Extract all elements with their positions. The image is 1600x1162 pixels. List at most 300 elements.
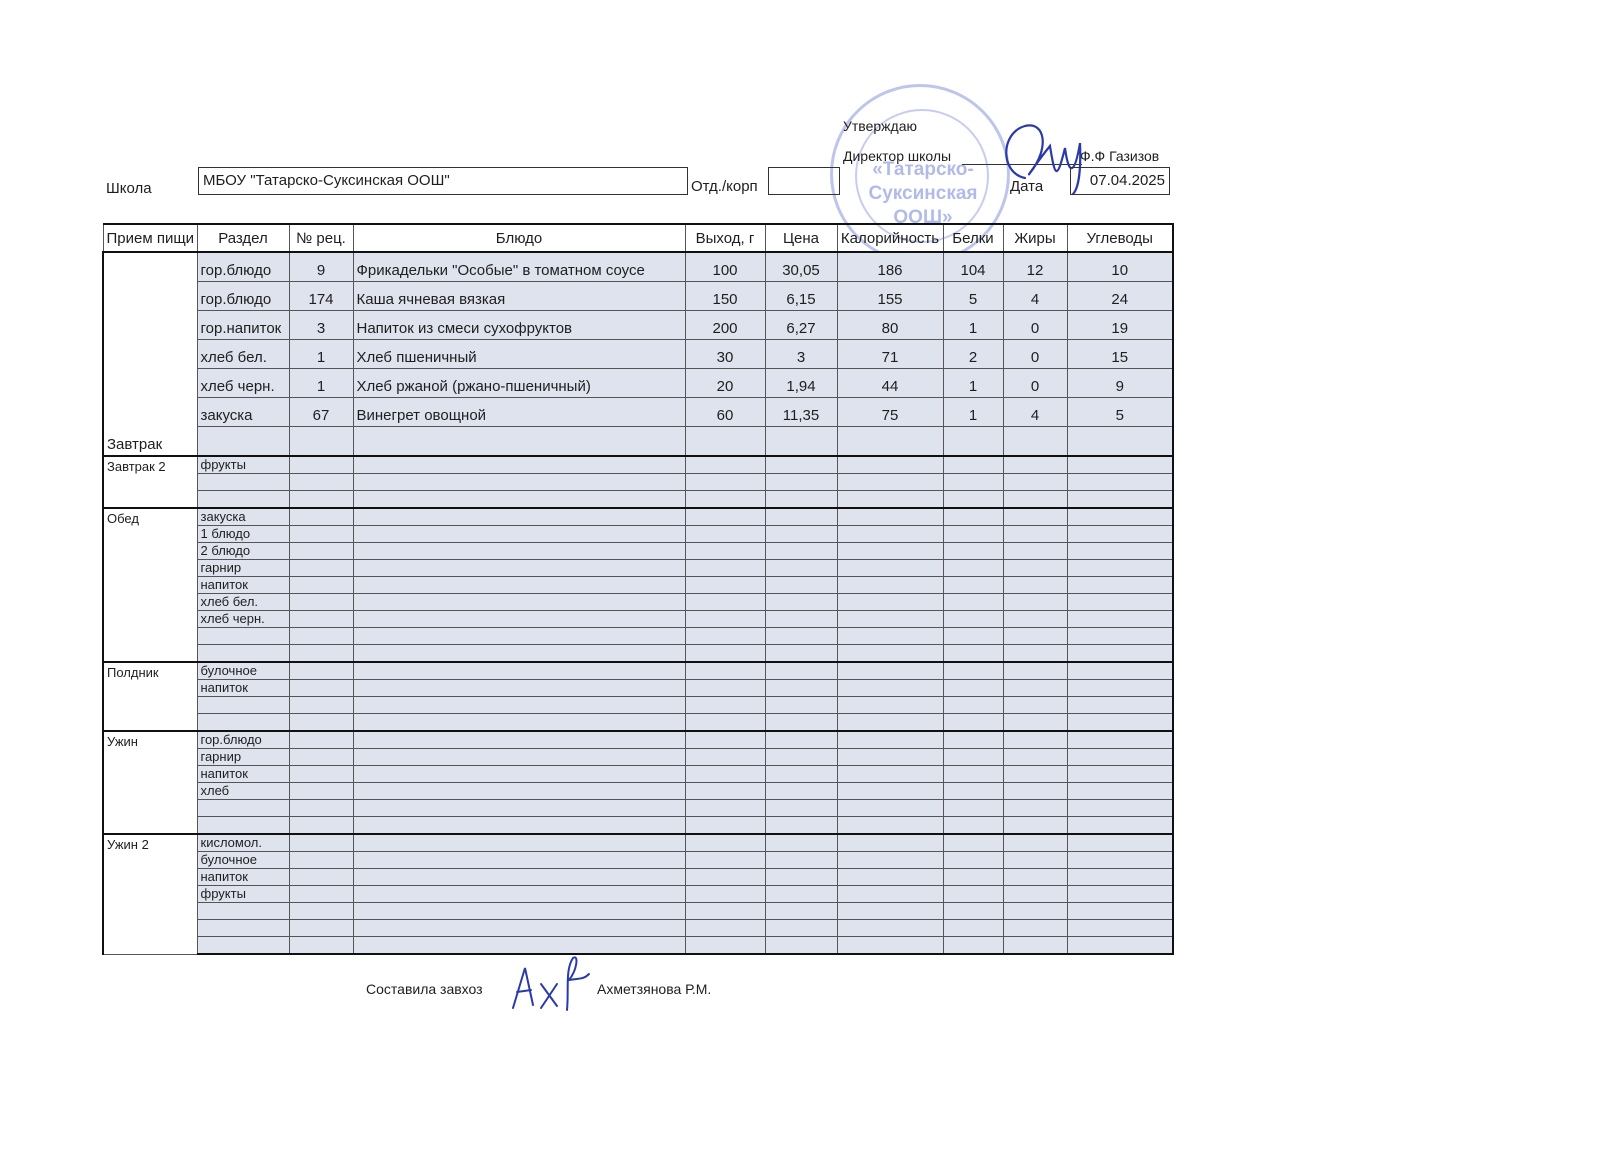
- cell-price: [765, 560, 837, 577]
- cell-protein: 2: [943, 340, 1003, 369]
- cell-recipe: [289, 817, 353, 835]
- cell-carbs: [1067, 577, 1173, 594]
- cell-carbs: [1067, 920, 1173, 937]
- cell-yield: [685, 474, 765, 491]
- cell-fat: [1003, 766, 1067, 783]
- compiler-signature: [505, 950, 595, 1030]
- cell-section: 2 блюдо: [197, 543, 289, 560]
- cell-section: гор.блюдо: [197, 252, 289, 282]
- cell-price: [765, 662, 837, 680]
- director-name: Ф.Ф Газизов: [1080, 148, 1160, 164]
- table-row: [103, 543, 1173, 560]
- cell-carbs: [1067, 852, 1173, 869]
- cell-protein: [943, 526, 1003, 543]
- cell-yield: [685, 731, 765, 749]
- cell-recipe: 1: [289, 369, 353, 398]
- cell-price: [765, 886, 837, 903]
- table-row: [103, 783, 1173, 800]
- table-row: [103, 491, 1173, 509]
- cell-carbs: [1067, 680, 1173, 697]
- cell-protein: [943, 903, 1003, 920]
- cell-section: гор.блюдо: [197, 282, 289, 311]
- cell-kcal: [837, 577, 943, 594]
- cell-recipe: [289, 594, 353, 611]
- cell-fat: [1003, 714, 1067, 732]
- cell-fat: [1003, 594, 1067, 611]
- cell-price: [765, 714, 837, 732]
- cell-yield: [685, 543, 765, 560]
- cell-fat: [1003, 628, 1067, 645]
- col-header-yield: Выход, г: [685, 224, 765, 252]
- cell-section: [197, 491, 289, 509]
- cell-recipe: [289, 920, 353, 937]
- stamp-line-2: Суксинская: [868, 183, 978, 204]
- cell-kcal: [837, 714, 943, 732]
- cell-carbs: [1067, 886, 1173, 903]
- table-row: [103, 714, 1173, 732]
- cell-carbs: [1067, 628, 1173, 645]
- table-row: [103, 817, 1173, 835]
- cell-fat: [1003, 869, 1067, 886]
- cell-section: гарнир: [197, 749, 289, 766]
- cell-fat: [1003, 427, 1067, 457]
- table-row: [103, 731, 1173, 749]
- cell-section: [197, 645, 289, 663]
- cell-carbs: [1067, 456, 1173, 474]
- cell-dish: [353, 714, 685, 732]
- cell-carbs: [1067, 903, 1173, 920]
- cell-carbs: [1067, 645, 1173, 663]
- cell-kcal: [837, 869, 943, 886]
- cell-recipe: [289, 577, 353, 594]
- cell-price: 6,15: [765, 282, 837, 311]
- cell-protein: [943, 491, 1003, 509]
- cell-carbs: [1067, 937, 1173, 955]
- cell-yield: [685, 869, 765, 886]
- cell-recipe: [289, 611, 353, 628]
- cell-fat: [1003, 508, 1067, 526]
- table-row: [103, 282, 1173, 311]
- cell-recipe: [289, 628, 353, 645]
- cell-protein: 1: [943, 311, 1003, 340]
- cell-price: [765, 766, 837, 783]
- cell-yield: [685, 714, 765, 732]
- director-label: Директор школы: [843, 148, 952, 164]
- cell-dish: [353, 800, 685, 817]
- cell-recipe: [289, 937, 353, 955]
- table-row: [103, 526, 1173, 543]
- table-header-row: [103, 224, 1173, 252]
- cell-recipe: 9: [289, 252, 353, 282]
- cell-kcal: 155: [837, 282, 943, 311]
- cell-dish: [353, 731, 685, 749]
- cell-kcal: [837, 628, 943, 645]
- table-row: [103, 456, 1173, 474]
- cell-recipe: [289, 508, 353, 526]
- cell-protein: [943, 714, 1003, 732]
- cell-protein: [943, 749, 1003, 766]
- cell-kcal: 71: [837, 340, 943, 369]
- cell-price: [765, 427, 837, 457]
- cell-kcal: [837, 903, 943, 920]
- table-row: [103, 749, 1173, 766]
- table-row: [103, 611, 1173, 628]
- cell-fat: [1003, 662, 1067, 680]
- cell-carbs: [1067, 611, 1173, 628]
- cell-dish: [353, 680, 685, 697]
- cell-dish: [353, 427, 685, 457]
- cell-section: закуска: [197, 398, 289, 427]
- cell-dish: [353, 594, 685, 611]
- cell-carbs: 15: [1067, 340, 1173, 369]
- cell-protein: [943, 869, 1003, 886]
- cell-fat: [1003, 903, 1067, 920]
- cell-fat: [1003, 852, 1067, 869]
- col-header-recipe: № рец.: [289, 224, 353, 252]
- cell-recipe: [289, 766, 353, 783]
- cell-carbs: [1067, 508, 1173, 526]
- cell-dish: Каша ячневая вязкая: [353, 282, 685, 311]
- compiled-label: Составила завхоз: [366, 981, 483, 997]
- cell-price: [765, 920, 837, 937]
- cell-price: [765, 817, 837, 835]
- cell-section: хлеб: [197, 783, 289, 800]
- cell-section: гор.блюдо: [197, 731, 289, 749]
- cell-carbs: [1067, 834, 1173, 852]
- cell-protein: [943, 783, 1003, 800]
- cell-dish: Хлеб пшеничный: [353, 340, 685, 369]
- cell-section: [197, 714, 289, 732]
- cell-kcal: [837, 508, 943, 526]
- cell-kcal: [837, 852, 943, 869]
- col-header-meal: Прием пищи: [103, 224, 197, 252]
- menu-table: [102, 223, 1172, 955]
- cell-section: [197, 903, 289, 920]
- cell-recipe: [289, 783, 353, 800]
- cell-recipe: [289, 543, 353, 560]
- cell-protein: [943, 662, 1003, 680]
- school-name-field: МБОУ "Татарско-Суксинская ООШ": [198, 167, 688, 195]
- cell-section: кисломол.: [197, 834, 289, 852]
- cell-yield: [685, 800, 765, 817]
- cell-dish: [353, 474, 685, 491]
- cell-kcal: [837, 526, 943, 543]
- cell-section: гарнир: [197, 560, 289, 577]
- cell-carbs: [1067, 594, 1173, 611]
- cell-recipe: [289, 491, 353, 509]
- cell-section: хлеб бел.: [197, 594, 289, 611]
- cell-carbs: [1067, 714, 1173, 732]
- cell-kcal: [837, 766, 943, 783]
- stamp-line-1: «Татарско-: [872, 159, 974, 180]
- cell-fat: [1003, 937, 1067, 955]
- cell-protein: [943, 427, 1003, 457]
- meal-name-snack: Полдник: [103, 662, 197, 731]
- cell-section: [197, 427, 289, 457]
- cell-protein: [943, 817, 1003, 835]
- cell-section: [197, 800, 289, 817]
- cell-recipe: [289, 662, 353, 680]
- cell-section: [197, 817, 289, 835]
- meal-name-dinner: Ужин: [103, 731, 197, 834]
- cell-section: [197, 920, 289, 937]
- cell-protein: [943, 645, 1003, 663]
- cell-kcal: [837, 611, 943, 628]
- cell-section: фрукты: [197, 886, 289, 903]
- cell-fat: [1003, 920, 1067, 937]
- table-row: [103, 427, 1173, 457]
- cell-protein: 1: [943, 398, 1003, 427]
- stamp-line-3: ООШ»: [893, 207, 953, 228]
- cell-dish: [353, 903, 685, 920]
- cell-dish: [353, 886, 685, 903]
- table-row: [103, 680, 1173, 697]
- cell-protein: [943, 611, 1003, 628]
- cell-dish: [353, 852, 685, 869]
- cell-fat: [1003, 611, 1067, 628]
- cell-protein: [943, 474, 1003, 491]
- cell-kcal: [837, 800, 943, 817]
- cell-fat: [1003, 749, 1067, 766]
- cell-fat: 0: [1003, 369, 1067, 398]
- branch-label: Отд./корп: [691, 178, 758, 195]
- cell-price: [765, 508, 837, 526]
- cell-yield: [685, 697, 765, 714]
- table-row: [103, 594, 1173, 611]
- cell-recipe: [289, 903, 353, 920]
- cell-recipe: [289, 427, 353, 457]
- table-body: [103, 252, 1173, 954]
- table-row: [103, 628, 1173, 645]
- cell-dish: [353, 817, 685, 835]
- table-row: [103, 937, 1173, 955]
- cell-price: [765, 645, 837, 663]
- cell-kcal: [837, 937, 943, 955]
- col-header-dish: Блюдо: [353, 224, 685, 252]
- cell-recipe: 3: [289, 311, 353, 340]
- cell-carbs: 19: [1067, 311, 1173, 340]
- table-row: [103, 645, 1173, 663]
- cell-dish: [353, 645, 685, 663]
- cell-carbs: [1067, 800, 1173, 817]
- table-row: [103, 800, 1173, 817]
- cell-yield: [685, 749, 765, 766]
- cell-carbs: 9: [1067, 369, 1173, 398]
- cell-price: [765, 680, 837, 697]
- table-row: [103, 340, 1173, 369]
- cell-yield: [685, 611, 765, 628]
- cell-kcal: [837, 783, 943, 800]
- cell-protein: [943, 697, 1003, 714]
- cell-fat: [1003, 817, 1067, 835]
- table-row: [103, 852, 1173, 869]
- cell-protein: 5: [943, 282, 1003, 311]
- cell-dish: Винегрет овощной: [353, 398, 685, 427]
- table-row: [103, 920, 1173, 937]
- cell-yield: [685, 577, 765, 594]
- table-row: [103, 474, 1173, 491]
- col-header-price: Цена: [765, 224, 837, 252]
- cell-yield: 100: [685, 252, 765, 282]
- cell-fat: [1003, 491, 1067, 509]
- cell-protein: [943, 766, 1003, 783]
- cell-fat: [1003, 680, 1067, 697]
- cell-price: [765, 526, 837, 543]
- cell-fat: [1003, 560, 1067, 577]
- cell-kcal: [837, 920, 943, 937]
- cell-recipe: [289, 886, 353, 903]
- cell-dish: [353, 560, 685, 577]
- cell-protein: [943, 456, 1003, 474]
- cell-recipe: [289, 697, 353, 714]
- cell-dish: [353, 628, 685, 645]
- cell-section: закуска: [197, 508, 289, 526]
- cell-price: 11,35: [765, 398, 837, 427]
- cell-recipe: [289, 645, 353, 663]
- cell-carbs: 24: [1067, 282, 1173, 311]
- cell-yield: [685, 834, 765, 852]
- cell-yield: [685, 817, 765, 835]
- cell-yield: [685, 783, 765, 800]
- col-header-protein: Белки: [943, 224, 1003, 252]
- col-header-fat: Жиры: [1003, 224, 1067, 252]
- cell-dish: Фрикадельки "Особые" в томатном соусе: [353, 252, 685, 282]
- cell-yield: [685, 491, 765, 509]
- cell-protein: [943, 628, 1003, 645]
- cell-fat: 0: [1003, 311, 1067, 340]
- cell-protein: [943, 834, 1003, 852]
- cell-recipe: [289, 731, 353, 749]
- cell-price: [765, 577, 837, 594]
- table-row: [103, 398, 1173, 427]
- meal-name-breakfast: Завтрак: [103, 252, 197, 456]
- cell-carbs: [1067, 560, 1173, 577]
- cell-yield: [685, 594, 765, 611]
- cell-price: 1,94: [765, 369, 837, 398]
- cell-kcal: [837, 543, 943, 560]
- cell-section: хлеб черн.: [197, 369, 289, 398]
- table-row: [103, 834, 1173, 852]
- cell-fat: [1003, 456, 1067, 474]
- cell-section: напиток: [197, 869, 289, 886]
- cell-dish: [353, 577, 685, 594]
- cell-protein: [943, 577, 1003, 594]
- cell-kcal: 44: [837, 369, 943, 398]
- cell-dish: [353, 766, 685, 783]
- cell-yield: [685, 526, 765, 543]
- cell-carbs: [1067, 543, 1173, 560]
- cell-section: 1 блюдо: [197, 526, 289, 543]
- cell-protein: [943, 937, 1003, 955]
- table-row: [103, 869, 1173, 886]
- cell-price: [765, 491, 837, 509]
- cell-dish: [353, 697, 685, 714]
- cell-price: 3: [765, 340, 837, 369]
- cell-price: [765, 749, 837, 766]
- cell-yield: [685, 560, 765, 577]
- cell-yield: [685, 920, 765, 937]
- cell-yield: 20: [685, 369, 765, 398]
- cell-fat: [1003, 543, 1067, 560]
- cell-protein: [943, 852, 1003, 869]
- cell-section: хлеб бел.: [197, 340, 289, 369]
- cell-carbs: [1067, 662, 1173, 680]
- meal-name-lunch: Обед: [103, 508, 197, 662]
- cell-dish: [353, 920, 685, 937]
- cell-dish: [353, 526, 685, 543]
- cell-kcal: 186: [837, 252, 943, 282]
- cell-recipe: [289, 834, 353, 852]
- cell-recipe: [289, 714, 353, 732]
- cell-protein: 104: [943, 252, 1003, 282]
- cell-recipe: [289, 852, 353, 869]
- cell-carbs: 5: [1067, 398, 1173, 427]
- cell-protein: [943, 543, 1003, 560]
- cell-price: [765, 869, 837, 886]
- cell-kcal: [837, 680, 943, 697]
- cell-recipe: [289, 456, 353, 474]
- approve-label: Утверждаю: [843, 118, 917, 134]
- cell-carbs: [1067, 526, 1173, 543]
- cell-price: [765, 852, 837, 869]
- cell-price: [765, 903, 837, 920]
- cell-price: [765, 611, 837, 628]
- cell-dish: Хлеб ржаной (ржано-пшеничный): [353, 369, 685, 398]
- cell-yield: [685, 427, 765, 457]
- table-row: [103, 311, 1173, 340]
- cell-protein: [943, 886, 1003, 903]
- cell-dish: [353, 543, 685, 560]
- cell-fat: [1003, 697, 1067, 714]
- cell-protein: [943, 594, 1003, 611]
- cell-recipe: [289, 526, 353, 543]
- cell-price: [765, 543, 837, 560]
- cell-carbs: [1067, 869, 1173, 886]
- cell-protein: [943, 920, 1003, 937]
- cell-section: булочное: [197, 662, 289, 680]
- cell-yield: 30: [685, 340, 765, 369]
- cell-recipe: [289, 680, 353, 697]
- date-label: Дата: [1010, 178, 1044, 195]
- cell-protein: [943, 560, 1003, 577]
- cell-carbs: 10: [1067, 252, 1173, 282]
- cell-yield: 150: [685, 282, 765, 311]
- cell-kcal: [837, 817, 943, 835]
- cell-price: [765, 800, 837, 817]
- table-row: [103, 560, 1173, 577]
- cell-price: [765, 731, 837, 749]
- cell-kcal: [837, 697, 943, 714]
- meal-name-dinner2: Ужин 2: [103, 834, 197, 954]
- cell-recipe: 174: [289, 282, 353, 311]
- cell-section: гор.напиток: [197, 311, 289, 340]
- cell-protein: [943, 508, 1003, 526]
- cell-yield: 60: [685, 398, 765, 427]
- cell-protein: [943, 731, 1003, 749]
- school-label: Школа: [106, 180, 152, 197]
- cell-fat: [1003, 800, 1067, 817]
- cell-protein: 1: [943, 369, 1003, 398]
- col-header-carbs: Углеводы: [1067, 224, 1173, 252]
- cell-fat: [1003, 577, 1067, 594]
- cell-kcal: [837, 749, 943, 766]
- cell-section: [197, 697, 289, 714]
- cell-price: 30,05: [765, 252, 837, 282]
- table-row: [103, 369, 1173, 398]
- cell-dish: [353, 611, 685, 628]
- table-row: [103, 508, 1173, 526]
- cell-carbs: [1067, 491, 1173, 509]
